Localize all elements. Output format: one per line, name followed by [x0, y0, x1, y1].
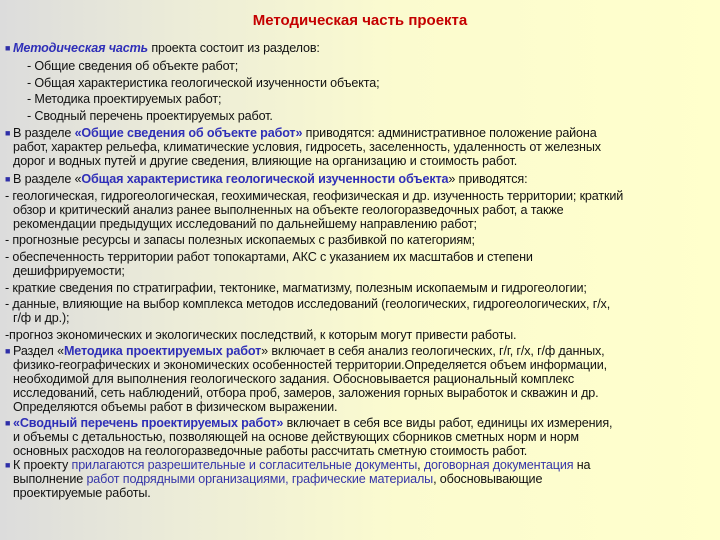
text-line	[5, 126, 597, 140]
square-bullet-icon: ■	[5, 128, 11, 138]
text-segment: ,	[417, 458, 424, 472]
text-segment: - прогнозные ресурсы и запасы полезных ископаемых с разбивкой по категориям;	[5, 233, 475, 247]
text-line	[27, 59, 238, 73]
text-line	[5, 328, 516, 342]
text-line	[13, 154, 517, 168]
text-segment: Определяются объемы работ в физическом выражении.	[13, 400, 338, 414]
text-segment: » приводятся:	[448, 172, 528, 186]
text-line	[5, 458, 590, 472]
text-line	[27, 76, 379, 90]
text-segment: дешифрируемости;	[13, 264, 125, 278]
text-segment: проекта состоит из разделов:	[147, 41, 320, 55]
text-segment: - Методика проектируемых работ;	[27, 92, 222, 106]
slide-title: Методическая часть проекта	[252, 12, 468, 29]
text-segment: приводятся: административное положение района	[302, 126, 597, 140]
text-segment: физико-географических и экономических особенностей территории.Определяется объем информации,	[13, 358, 607, 372]
highlighted-text: Методическая часть	[13, 41, 148, 55]
text-segment: К проекту	[13, 458, 72, 472]
highlighted-text: договорная документация	[423, 458, 574, 472]
text-line	[5, 416, 612, 430]
text-segment: исследований, сеть наблюдений, отбора проб, замеров, заложения горных выработок и скважин и др.	[13, 386, 599, 400]
text-segment: В разделе «	[13, 172, 82, 186]
text-segment: - краткие сведения по стратиграфии, тектонике, магматизму, полезным ископаемым и гидрогеологии;	[5, 281, 587, 295]
text-segment: выполнение	[13, 472, 87, 486]
text-line	[5, 189, 623, 203]
text-line	[5, 233, 475, 247]
text-segment: » включает в себя анализ геологических, г/г, г/х, г/ф данных,	[261, 344, 605, 358]
highlighted-text: «Общие сведения об объекте работ»	[74, 126, 303, 140]
text-segment: -прогноз экономических и экологических последствий, к которым могут привести работы.	[5, 328, 517, 342]
square-bullet-icon: ■	[5, 174, 11, 184]
text-line	[13, 311, 69, 325]
text-line	[5, 41, 320, 55]
text-line	[5, 172, 527, 186]
text-segment: основных расходов на геологоразведочные работы рассчитать сметную стоимость работ.	[13, 444, 528, 458]
text-segment: , обосновывающие	[433, 472, 543, 486]
square-bullet-icon: ■	[5, 418, 11, 428]
text-line	[13, 486, 151, 500]
text-line	[13, 386, 599, 400]
text-segment: г/ф и др.);	[13, 311, 70, 325]
text-segment: - обеспеченность территории работ топокартами, АКС с указанием их масштабов и степени	[5, 250, 533, 264]
square-bullet-icon: ■	[5, 43, 11, 53]
text-line	[13, 358, 607, 372]
text-segment: - Сводный перечень проектируемых работ.	[27, 109, 273, 123]
highlighted-text: работ подрядными организациями, графические материалы	[86, 472, 434, 486]
text-line	[27, 109, 273, 123]
text-segment: необходимой для выполнения геологического задания. Обосновывается рациональный комплекс	[13, 372, 575, 386]
text-segment: Раздел «	[13, 344, 64, 358]
text-line	[5, 297, 610, 311]
text-segment: - геологическая, гидрогеологическая, геохимическая, геофизическая и др. изученность территории; краткий	[5, 189, 624, 203]
text-segment: - данные, влияющие на выбор комплекса методов исследований (геологических, гидрогеологических, г/х,	[5, 297, 611, 311]
text-segment: включает в себя все виды работ, единицы их измерения,	[283, 416, 613, 430]
text-segment: дорог и водных путей и другие сведения, влияющие на организацию и стоимость работ.	[13, 154, 518, 168]
text-segment: и объемы с детальностью, позволяющей на основе действующих сборников сметных норм и норм	[13, 430, 579, 444]
highlighted-text: «Сводный перечень проектируемых работ»	[13, 416, 284, 430]
text-segment: В разделе	[13, 126, 75, 140]
text-line	[5, 281, 587, 295]
text-line	[13, 372, 574, 386]
text-line	[13, 264, 125, 278]
square-bullet-icon: ■	[5, 346, 11, 356]
text-segment: на	[573, 458, 591, 472]
text-segment: - Общая характеристика геологической изученности объекта;	[27, 76, 380, 90]
text-line	[13, 203, 564, 217]
text-line	[13, 444, 527, 458]
text-line	[13, 400, 337, 414]
text-segment: обзор и критический анализ ранее выполненных на объекте геологоразведочных работ, а также	[13, 203, 564, 217]
text-line	[13, 472, 542, 486]
text-line	[13, 217, 477, 231]
text-line	[13, 430, 579, 444]
text-segment: работ, характер рельефа, климатические условия, гидросеть, заселенность, удаленность от железных	[13, 140, 601, 154]
text-line	[13, 140, 601, 154]
text-segment: проектируемые работы.	[13, 486, 151, 500]
square-bullet-icon: ■	[5, 460, 11, 470]
text-segment: рекомендации предыдущих исследований по дальнейшему направлению работ;	[13, 217, 477, 231]
highlighted-text: Методика проектируемых работ	[63, 344, 262, 358]
text-line	[5, 344, 604, 358]
text-line	[5, 250, 533, 264]
text-line	[27, 92, 221, 106]
text-segment: - Общие сведения об объекте работ;	[27, 59, 239, 73]
highlighted-text: Общая характеристика геологической изученности объекта	[81, 172, 449, 186]
highlighted-text: прилагаются разрешительные и согласительные документы	[71, 458, 418, 472]
